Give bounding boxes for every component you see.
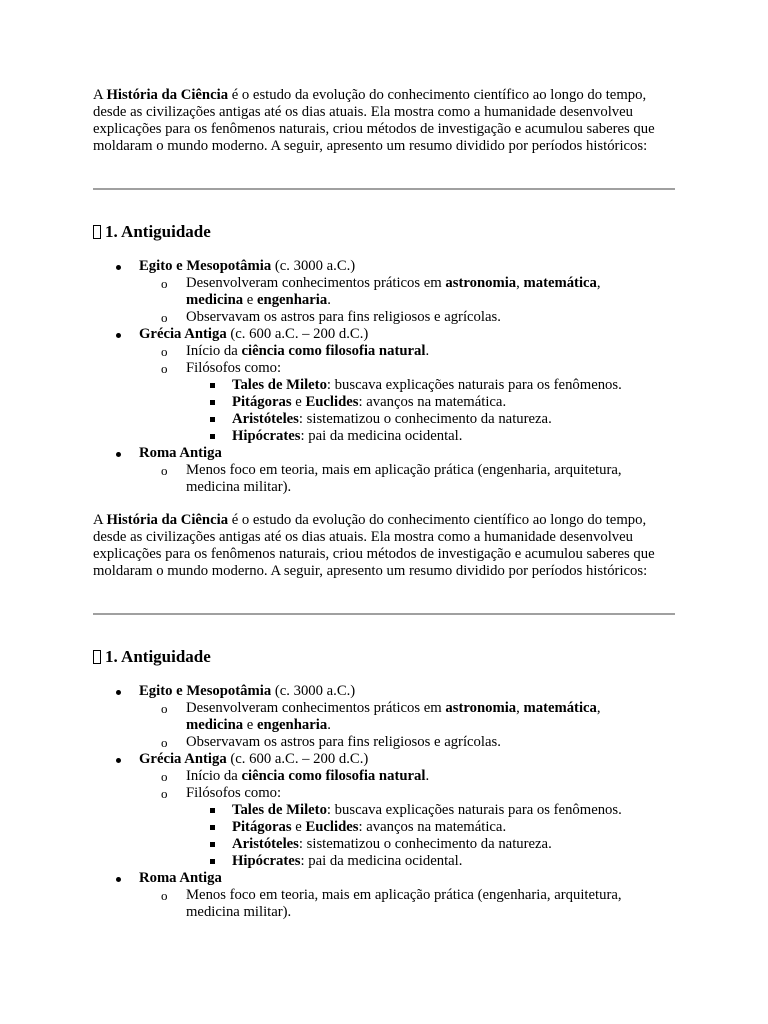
bold-text: medicina xyxy=(186,292,244,308)
item-title: Egito e Mesopotâmia xyxy=(139,258,272,274)
item-date: (c. 600 a.C. – 200 d.C.) xyxy=(226,326,369,342)
intro-paragraph xyxy=(93,512,678,580)
text: : buscava explicações naturais para os fenômenos. xyxy=(326,802,622,818)
list-item xyxy=(93,870,678,921)
item-title: Grécia Antiga xyxy=(139,326,227,342)
item-date: (c. 3000 a.C.) xyxy=(271,683,356,699)
philosopher-item xyxy=(186,428,678,445)
sub-list xyxy=(139,887,678,921)
list-item xyxy=(93,751,678,870)
text: . xyxy=(327,292,331,308)
text: Filósofos como: xyxy=(186,785,282,801)
item-date: (c. 600 a.C. – 200 d.C.) xyxy=(226,751,369,767)
section-1 xyxy=(93,87,678,495)
bold-text: Pitágoras xyxy=(232,819,292,835)
bold-text: engenharia xyxy=(257,717,328,733)
bold-text: Hipócrates xyxy=(232,853,301,869)
sub-list-item xyxy=(139,785,678,870)
text: Desenvolveram conhecimentos práticos em xyxy=(186,275,446,291)
list-item xyxy=(93,258,678,326)
philosopher-item xyxy=(186,802,678,819)
sub-list xyxy=(139,275,678,326)
text: : sistematizou o conhecimento da natureza. xyxy=(298,411,552,427)
text: é o estudo da evolução do conhecimento científico ao longo do tempo, desde as civilizações antigas até os dias atuais. Ela mostra como a humanidade desenvolveu explicações para os fenômenos naturais, criou métodos de investigação e acumulou saberes que moldaram o mundo moderno. A seguir, apresento um resumo dividido por períodos históricos: xyxy=(93,512,655,579)
philosopher-item xyxy=(186,411,678,428)
missing-glyph-icon xyxy=(93,650,101,664)
section-heading xyxy=(93,222,211,242)
text: : avanços na matemática. xyxy=(358,394,507,410)
text: A xyxy=(93,512,107,528)
sub-list-item xyxy=(139,343,678,360)
bullet-list xyxy=(93,683,678,921)
philosopher-item xyxy=(186,853,678,870)
list-item xyxy=(93,326,678,445)
heading-text: 1. Antiguidade xyxy=(105,222,211,241)
philosopher-item xyxy=(186,819,678,836)
bold-text: Pitágoras xyxy=(232,394,292,410)
text: : pai da medicina ocidental. xyxy=(300,853,463,869)
text: Início da xyxy=(186,768,242,784)
item-title: Roma Antiga xyxy=(139,870,222,886)
bold-text: Aristóteles xyxy=(232,411,299,427)
list-item xyxy=(93,445,678,496)
bold-text: Tales de Mileto xyxy=(232,802,327,818)
bold-text: Euclides xyxy=(305,394,359,410)
text: , xyxy=(516,275,524,291)
sub-list xyxy=(139,462,678,496)
intro-paragraph xyxy=(93,87,678,155)
text: é o estudo da evolução do conhecimento científico ao longo do tempo, desde as civilizações antigas até os dias atuais. Ela mostra como a humanidade desenvolveu explicações para os fenômenos naturais, criou métodos de investigação e acumulou saberes que moldaram o mundo moderno. A seguir, apresento um resumo dividido por períodos históricos: xyxy=(93,87,655,154)
sub-list xyxy=(139,700,678,751)
bold-text: Aristóteles xyxy=(232,836,299,852)
text: : buscava explicações naturais para os fenômenos. xyxy=(326,377,622,393)
bullet-list xyxy=(93,258,678,496)
text: Filósofos como: xyxy=(186,360,282,376)
sub-list-item xyxy=(139,462,678,496)
text: Observavam os astros para fins religiosos e agrícolas. xyxy=(186,734,501,750)
sub-list-item xyxy=(139,734,678,751)
item-date: (c. 3000 a.C.) xyxy=(271,258,356,274)
philosopher-list xyxy=(186,802,678,870)
text: , xyxy=(596,700,601,716)
bold-text: medicina xyxy=(186,717,244,733)
text: e xyxy=(291,394,306,410)
horizontal-rule xyxy=(93,613,675,615)
sub-list-item xyxy=(139,309,678,326)
sub-list xyxy=(139,343,678,445)
item-title: Egito e Mesopotâmia xyxy=(139,683,272,699)
sub-list-item xyxy=(139,887,678,921)
bold-text: ciência como filosofia natural xyxy=(241,343,426,359)
bold-text: astronomia xyxy=(445,700,517,716)
list-item xyxy=(93,683,678,751)
bold-text: Tales de Mileto xyxy=(232,377,327,393)
bold-text: matemática xyxy=(523,700,597,716)
text: . xyxy=(425,768,430,784)
philosopher-item xyxy=(186,836,678,853)
item-title: Roma Antiga xyxy=(139,445,222,461)
text: e xyxy=(291,819,306,835)
bold-text: matemática xyxy=(523,275,597,291)
bold-text: História da Ciência xyxy=(106,512,229,528)
bold-text: Euclides xyxy=(305,819,359,835)
horizontal-rule xyxy=(93,188,675,190)
text: . xyxy=(327,717,331,733)
text: . xyxy=(425,343,430,359)
text: : avanços na matemática. xyxy=(358,819,507,835)
item-title: Grécia Antiga xyxy=(139,751,227,767)
section-2 xyxy=(93,512,678,920)
text: Menos foco em teoria, mais em aplicação prática (engenharia, arquitetura, medicina militar). xyxy=(186,887,622,920)
text: e xyxy=(243,292,257,308)
text: e xyxy=(243,717,257,733)
text: : sistematizou o conhecimento da natureza. xyxy=(298,836,552,852)
sub-list-item xyxy=(139,700,678,734)
sub-list-item xyxy=(139,360,678,445)
bold-text: engenharia xyxy=(257,292,328,308)
text: Observavam os astros para fins religiosos e agrícolas. xyxy=(186,309,501,325)
bold-text: ciência como filosofia natural xyxy=(241,768,426,784)
sub-list-item xyxy=(139,768,678,785)
text: Desenvolveram conhecimentos práticos em xyxy=(186,700,446,716)
heading-text: 1. Antiguidade xyxy=(105,647,211,666)
bold-text: História da Ciência xyxy=(106,87,229,103)
text: , xyxy=(596,275,601,291)
text: A xyxy=(93,87,107,103)
text: Início da xyxy=(186,343,242,359)
section-heading xyxy=(93,647,211,667)
missing-glyph-icon xyxy=(93,225,101,239)
bold-text: astronomia xyxy=(445,275,517,291)
text: : pai da medicina ocidental. xyxy=(300,428,463,444)
philosopher-item xyxy=(186,394,678,411)
philosopher-item xyxy=(186,377,678,394)
sub-list xyxy=(139,768,678,870)
text: , xyxy=(516,700,524,716)
bold-text: Hipócrates xyxy=(232,428,301,444)
text: Menos foco em teoria, mais em aplicação prática (engenharia, arquitetura, medicina militar). xyxy=(186,462,622,495)
philosopher-list xyxy=(186,377,678,445)
sub-list-item xyxy=(139,275,678,309)
